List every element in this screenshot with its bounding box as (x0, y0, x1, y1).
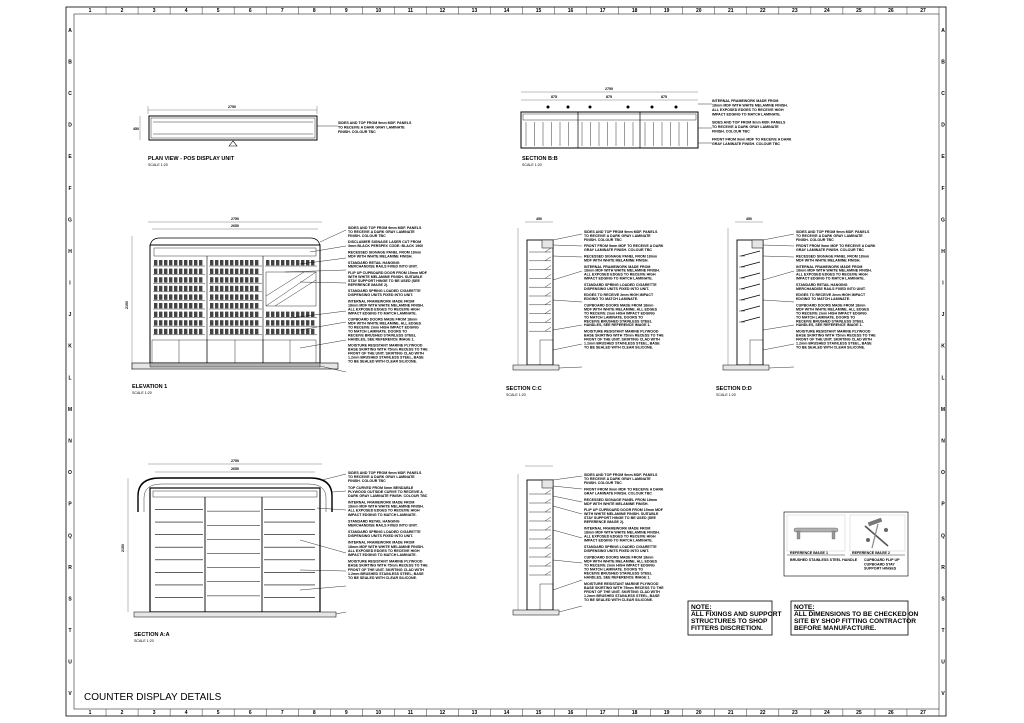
grid-col-label: 19 (663, 710, 670, 716)
sheet-title: COUNTER DISPLAY DETAILS (84, 692, 222, 703)
leader-line (336, 612, 346, 614)
grid-col-label: 23 (792, 710, 798, 716)
leader-line (763, 344, 794, 350)
elevation-scale: SCALE 1:20 (132, 391, 152, 395)
dd-title: SECTION D:D (716, 386, 752, 392)
grid-col-label: 8 (312, 710, 316, 716)
section-dd-notes: SIDES AND TOP FROM 9mm MDF. PANELS TO RECEIVE A DARK GRAY LAMINATE FINISH. COLOUR TBC FRONT FROM 9mm MDF TO RECEIVE A DARK GRAY LAMINATE FINISH. COLOUR TBC RECESSED SIGNAGE PANEL FROM 18mm MDF WITH WHITE MELAMINE FINISH. INTERNAL FRAMEWORK MADE FROM 18mm MDF WITH WHITE MELAMINE FINISH. ALL EXPOSED EDGES TO RECEIVE HIGH IMPACT EDGING TO MATCH LAMINATE. STANDARD RETAIL HANGING MERCHANDISE RAILS FIXED INTO UNIT. EDGES TO RECEIVE 2mm HIGH IMPACT EDGING TO MATCH LAMINATE. CUPBOARD DOORS MADE FROM 18mm MDF WITH WHITE MELAMINE. ALL EDGES TO RECEIVE 2mm HIGH IMPACT EDGING TO MATCH LAMINATE. DOORS TO RECEIVE BRUSHED STAINLESS STEEL HANDLES, SEE REFERENCE IMAGE 1. MOISTURE RESISTANT MARINE PLYWOOD BASE SKIRTING WITH 75mm RECESS TO THE FRONT OF THE UNIT. SKIRTING CLAD WITH 1.2mm BRUSHED STAINLESS STEEL, BASE TO BE SEALED WITH CLEAR SILICONE. (796, 230, 876, 350)
grid-row-label: V (68, 691, 72, 698)
leader-line (322, 474, 346, 480)
dd-scale: SCALE 1:20 (716, 393, 736, 397)
grid-col-label: 7 (280, 710, 284, 716)
bb-width-dim: 2750 (605, 87, 613, 91)
leader-line (553, 271, 582, 280)
svg-text:NOTE: ALL FIXINGS AND SU: NOTE: ALL FIXINGS AND SUPPORT STRUCTURES TO SHOP FITTERS DISCRETION. (691, 604, 782, 632)
grid-row-label: A (941, 27, 945, 34)
grid-row-label: A (68, 27, 72, 34)
grid-row-label: R (68, 564, 72, 571)
leader-line (553, 325, 582, 330)
grid-col-label: 3 (152, 710, 156, 716)
grid-row-label: B (68, 59, 72, 66)
aa-title: SECTION A:A (134, 632, 170, 638)
grid-col-label: 4 (184, 8, 188, 14)
grid-row-label: I (942, 280, 944, 287)
svg-text:2150: 2150 (121, 544, 125, 552)
grid-col-label: 14 (503, 710, 510, 716)
grid-row-label: M (67, 406, 73, 413)
leader-line (553, 234, 582, 240)
leader-line (763, 245, 794, 246)
section-side (513, 466, 664, 615)
grid-col-label: 3 (152, 8, 156, 14)
leader-line (553, 496, 582, 502)
grid-col-label: 21 (727, 710, 734, 716)
elevation-notes: SIDES AND TOP FROM 9mm MDF. PANELS TO RECEIVE A DARK GRAY LAMINATE FINISH. COLOUR TBC DISCLAIMER SIGNAGE LASER CUT FROM 3mm BLACK PERSPEX CODE: BLACK 1960 RECESSED SIGNAGE PANEL FROM 18mm MDF WITH WHITE MELAMINE FINISH. STANDARD RETAIL HANGING MERCHANDISE RAILS FIXED INTO UNIT. FLIP UP CUPBOARD DOOR FROM 15mm MDF WITH WHITE MELAMINE FINISH. SUITABLE STAY SUPPORT HINGE TO BE USED (SEE REFERENCE IMAGE 2). STANDARD SPRING LOADED CIGARETTE DISPENSING UNITS FIXED INTO UNIT. INTERNAL FRAMEWORK MADE FROM 18mm MDF WITH WHITE MELAMINE FINISH. ALL EXPOSED EDGES TO RECEIVE HIGH IMPACT EDGING TO MATCH LAMINATE. CUPBOARD DOORS MADE FROM 18mm MDF WITH WHITE MELAMINE. ALL EDGES TO RECEIVE 2mm HIGH IMPACT EDGING TO MATCH LAMINATE. DOORS TO RECEIVE BRUSHED STAINLESS STEEL HANDLES, SEE REFERENCE IMAGE 1. MOISTURE RESISTANT MARINE PLYWOOD BASE SKIRTING WITH 75mm RECESS TO THE FRONT OF THE UNIT. SKIRTING CLAD WITH 1.2mm BRUSHED STAINLESS STEEL, BASE TO BE SEALED WITH CLEAR SILICONE. (348, 226, 428, 364)
grid-col-label: 5 (216, 710, 220, 716)
grid-col-label: 18 (631, 710, 638, 716)
section-aa (121, 459, 428, 643)
grid-col-label: 1 (88, 8, 92, 14)
row-labels-right (941, 28, 945, 697)
grid-row-label: B (941, 59, 945, 66)
grid-row-label: R (941, 564, 945, 571)
grid-row-label: C (68, 90, 72, 97)
section-dd (716, 217, 876, 397)
grid-row-label: I (69, 280, 71, 287)
grid-row-label: V (941, 691, 945, 698)
grid-col-label: 6 (248, 8, 252, 14)
section-bb (521, 87, 793, 167)
grid-row-label: M (940, 406, 946, 413)
grid-col-label: 14 (503, 8, 510, 14)
grid-row-label: P (941, 501, 945, 508)
aa-scale: SCALE 1:20 (134, 639, 154, 643)
svg-text:2750: 2750 (231, 459, 239, 463)
grid-row-label: E (941, 154, 945, 161)
elevation-1 (125, 217, 428, 395)
leader-line (769, 367, 794, 368)
grid-row-label: H (941, 248, 945, 255)
svg-text:2650: 2650 (231, 224, 239, 228)
grid-col-label: 20 (695, 8, 702, 14)
grid-col-label: 2 (120, 8, 124, 14)
grid-row-label: D (68, 122, 72, 129)
grid-row-label: T (68, 628, 72, 635)
ref1-title: REFERENCE IMAGE 1 (790, 551, 828, 555)
grid-row-label: Q (68, 533, 72, 540)
leader-line (553, 476, 582, 480)
grid-row-label: T (941, 628, 945, 635)
grid-row-label: L (68, 375, 72, 382)
grid-col-label: 23 (792, 8, 798, 14)
svg-text:NOTE: ALL DIMENSIONS TO: NOTE: ALL DIMENSIONS TO BE CHECKED ON SITE BY SHOP FITTING CONTRACTOR BEFORE MANUFACTURE. (794, 604, 919, 632)
section-cc-notes: SIDES AND TOP FROM 9mm MDF. PANELS TO RECEIVE A DARK GRAY LAMINATE FINISH. COLOUR TBC FRONT FROM 9mm MDF TO RECEIVE A DARK GRAY LAMINATE FINISH. COLOUR TBC RECESSED SIGNAGE PANEL FROM 18mm MDF WITH WHITE MELAMINE FINISH. INTERNAL FRAMEWORK MADE FROM 18mm MDF WITH WHITE MELAMINE FINISH. ALL EXPOSED EDGES TO RECEIVE HIGH IMPACT EDGING TO MATCH LAMINATE. STANDARD SPRING LOADED CIGARETTE DISPENSING UNITS FIXED INTO UNIT. EDGES TO RECEIVE 2mm HIGH IMPACT EDGING TO MATCH LAMINATE. CUPBOARD DOORS MADE FROM 18mm MDF WITH WHITE MELAMINE. ALL EDGES TO RECEIVE 2mm HIGH IMPACT EDGING TO MATCH LAMINATE. DOORS TO RECEIVE BRUSHED STAINLESS STEEL HANDLES, SEE REFERENCE IMAGE 1. MOISTURE RESISTANT MARINE PLYWOOD BASE SKIRTING WITH 75mm RECESS TO THE FRONT OF THE UNIT. SKIRTING CLAD WITH 1.2mm BRUSHED STAINLESS STEEL, BASE TO BE SEALED WITH CLEAR SILICONE. (584, 230, 664, 350)
section-side-notes: SIDES AND TOP FROM 9mm MDF. PANELS TO RECEIVE A DARK GRAY LAMINATE FINISH. COLOUR TBC FRONT FROM 9mm MDF TO RECEIVE A DARK GRAY LAMINATE FINISH. COLOUR TBC RECESSED SIGNAGE PANEL FROM 18mm MDF WITH WHITE MELAMINE FINISH. FLIP UP CUPBOARD DOOR FROM 15mm MDF WITH WHITE MELAMINE FINISH. SUITABLE STAY SUPPORT HINGE TO BE USED (SEE REFERENCE IMAGE 2). INTERNAL FRAMEWORK MADE FROM 18mm MDF WITH WHITE MELAMINE FINISH. ALL EXPOSED EDGES TO RECEIVE HIGH IMPACT EDGING TO MATCH LAMINATE. STANDARD SPRING LOADED CIGARETTE DISPENSING UNITS FIXED INTO UNIT. CUPBOARD DOORS MADE FROM 18mm MDF WITH WHITE MELAMINE. ALL EDGES TO RECEIVE 2mm HIGH IMPACT EDGING TO MATCH LAMINATE. DOORS TO RECEIVE BRUSHED STAINLESS STEEL HANDLES, SEE REFERENCE IMAGE 1. MOISTURE RESISTANT MARINE PLYWOOD BASE SKIRTING WITH 75mm RECESS TO THE FRONT OF THE UNIT. SKIRTING CLAD WITH 1.2mm BRUSHED STAINLESS STEEL, BASE TO BE SEALED WITH CLEAR SILICONE. (584, 473, 664, 602)
cc-scale: SCALE 1:20 (506, 393, 526, 397)
grid-col-label: 2 (120, 710, 124, 716)
grid-row-label: J (68, 312, 72, 319)
grid-col-label: 26 (888, 710, 894, 716)
leader-line (763, 271, 794, 280)
grid-row-label: G (68, 217, 72, 224)
grid-col-label: 15 (535, 710, 542, 716)
grid-col-label: 10 (375, 8, 382, 14)
grid-row-label: F (941, 185, 945, 192)
grid-row-label: U (68, 659, 72, 666)
svg-text:2650: 2650 (231, 467, 239, 471)
grid-col-label: 19 (663, 8, 670, 14)
grid-col-label: 9 (344, 8, 348, 14)
leader-line (763, 256, 794, 257)
svg-text:2150: 2150 (125, 301, 129, 309)
grid-row-label: S (68, 596, 72, 603)
grid-col-label: 22 (760, 8, 766, 14)
plan-depth-dim: 450 (133, 127, 139, 131)
grid-row-label: O (941, 470, 945, 477)
leader-line (553, 506, 582, 514)
section-cc (506, 217, 664, 397)
ref1-caption: BRUSHED STAINLESS STEEL HANDLE (790, 558, 858, 562)
elevation-title: ELEVATION 1 (132, 384, 168, 390)
bb-title: SECTION B:B (522, 156, 558, 162)
svg-text:875: 875 (606, 95, 612, 99)
leader-line (559, 367, 582, 368)
grid-col-label: 11 (407, 710, 414, 716)
grid-col-label: 13 (471, 710, 478, 716)
bb-scale: SCALE 1:20 (522, 163, 542, 167)
grid-col-label: 24 (824, 8, 830, 14)
leader-line (553, 344, 582, 350)
grid-col-label: 15 (535, 8, 542, 14)
grid-col-label: 16 (567, 8, 574, 14)
grid-row-label: K (941, 343, 945, 350)
grid-row-label: H (68, 248, 72, 255)
grid-col-label: 24 (824, 710, 830, 716)
grid-col-label: 10 (375, 710, 382, 716)
leader-line (553, 245, 582, 246)
plan-title: PLAN VIEW - POS DISPLAY UNIT (148, 156, 235, 162)
column-labels-top (89, 7, 939, 14)
grid-col-label: 25 (856, 8, 862, 14)
grid-col-label: 13 (471, 8, 478, 14)
svg-text:875: 875 (551, 95, 557, 99)
grid-row-label: N (941, 438, 945, 445)
grid-col-label: 18 (631, 8, 638, 14)
grid-col-label: 7 (280, 8, 284, 14)
grid-col-label: 22 (760, 710, 766, 716)
leader-line (553, 530, 582, 538)
grid-col-label: 8 (312, 8, 316, 14)
grid-col-label: 6 (248, 710, 252, 716)
column-labels-bottom (89, 709, 939, 716)
svg-text:2750: 2750 (231, 217, 239, 221)
grid-row-label: N (68, 438, 72, 445)
grid-row-label: C (941, 90, 945, 97)
grid-col-label: 9 (344, 710, 348, 716)
grid-col-label: 21 (727, 8, 734, 14)
ref2-title: REFERENCE IMAGE 2 (852, 551, 890, 555)
grid-col-label: 27 (920, 710, 926, 716)
grid-col-label: 1 (88, 710, 92, 716)
row-labels-left (68, 28, 72, 697)
bb-note: INTERNAL FRAMEWORK MADE FROM 18mm MDF WITH WHITE MELAMINE FINISH. ALL EXPOSED EDGES TO RECEIVE HIGH IMPACT EDGING TO MATCH LAMINATE. SIDES AND TOP FROM 9mm MDF. PANELS TO RECEIVE A DARK GRAY LAMINATE FINISH. COLOUR TBC FRONT FROM 9mm MDF TO RECEIVE A DARK GRAY LAMINATE FINISH. COLOUR TBC (712, 99, 792, 146)
svg-text:875: 875 (661, 95, 667, 99)
note-box-2 (791, 601, 920, 635)
grid-row-label: K (68, 343, 72, 350)
grid-row-label: F (68, 185, 72, 192)
grid-row-label: D (941, 122, 945, 129)
leader-line (763, 325, 794, 330)
grid-col-label: 27 (920, 8, 926, 14)
grid-col-label: 12 (439, 710, 446, 716)
svg-text:450: 450 (536, 217, 542, 221)
grid-row-label: P (68, 501, 72, 508)
leader-line (553, 256, 582, 257)
grid-row-label: E (68, 154, 72, 161)
grid-col-label: 11 (407, 8, 414, 14)
plan-note: SIDES AND TOP FROM 9mm MDF. PANELS TO RECEIVE A DARK GRAY LAMINATE FINISH. COLOUR TBC (338, 121, 412, 134)
grid-row-label: Q (941, 533, 945, 540)
grid-col-label: 17 (599, 710, 606, 716)
plan-width-dim: 2750 (228, 105, 236, 109)
leader-line (559, 606, 582, 612)
grid-row-label: G (941, 217, 945, 224)
reference-images (784, 512, 908, 576)
section-aa-notes: SIDES AND TOP FROM 9mm MDF. PANELS TO RECEIVE A DARK GRAY LAMINATE FINISH. COLOUR TBC TOP CURVED FROM 6mm BENDABLE PLYWOOD OUTSIDE CURVE TO RECEIVE A DARK GRAY LAMINATE FINISH. COLOUR TBC INTERNAL FRAMEWORK MADE FROM 18mm MDF WITH WHITE MELAMINE FINISH. ALL EXPOSED EDGES TO RECEIVE HIGH IMPACT EDGING TO MATCH LAMINATE. STANDARD RETAIL HANGING MERCHANDISE RAILS FIXED INTO UNIT. STANDARD SPRING LOADED CIGARETTE DISPENSING UNITS FIXED INTO UNIT. INTERNAL FRAMEWORK MADE FROM 18mm MDF WITH WHITE MELAMINE FINISH. ALL EXPOSED EDGES TO RECEIVE HIGH IMPACT EDGING TO MATCH LAMINATE. MOISTURE RESISTANT MARINE PLYWOOD BASE SKIRTING WITH 75mm RECESS TO THE FRONT OF THE UNIT. SKIRTING CLAD WITH 1.2mm BRUSHED STAINLESS STEEL, BASE TO BE SEALED WITH CLEAR SILICONE. (348, 471, 428, 580)
grid-col-label: 12 (439, 8, 446, 14)
grid-row-label: U (941, 659, 945, 666)
leader-line (320, 230, 346, 242)
leader-line (553, 560, 582, 563)
grid-col-label: 25 (856, 710, 862, 716)
plan-view (133, 105, 412, 167)
grid-col-label: 20 (695, 710, 702, 716)
leader-line (763, 300, 794, 302)
grid-row-label: L (941, 375, 945, 382)
grid-row-label: J (941, 312, 945, 319)
grid-row-label: S (941, 596, 945, 603)
grid-col-label: 4 (184, 710, 188, 716)
note-box-1 (688, 601, 783, 635)
leader-line (553, 580, 582, 590)
grid-col-label: 5 (216, 8, 220, 14)
grid-row-label: O (68, 470, 72, 477)
leader-line (553, 486, 582, 489)
leader-line (553, 300, 582, 302)
leader-line (332, 491, 346, 492)
grid-col-label: 26 (888, 8, 894, 14)
ref2-caption: CUPBOARD FLIP UP CUPBOARD STAY SUPPORT HINGES (864, 558, 900, 571)
svg-text:450: 450 (746, 217, 752, 221)
grid-col-label: 16 (567, 710, 574, 716)
leader-line (763, 234, 794, 240)
cc-title: SECTION C:C (506, 386, 542, 392)
grid-col-label: 17 (599, 8, 606, 14)
plan-scale: SCALE 1:20 (148, 163, 168, 167)
